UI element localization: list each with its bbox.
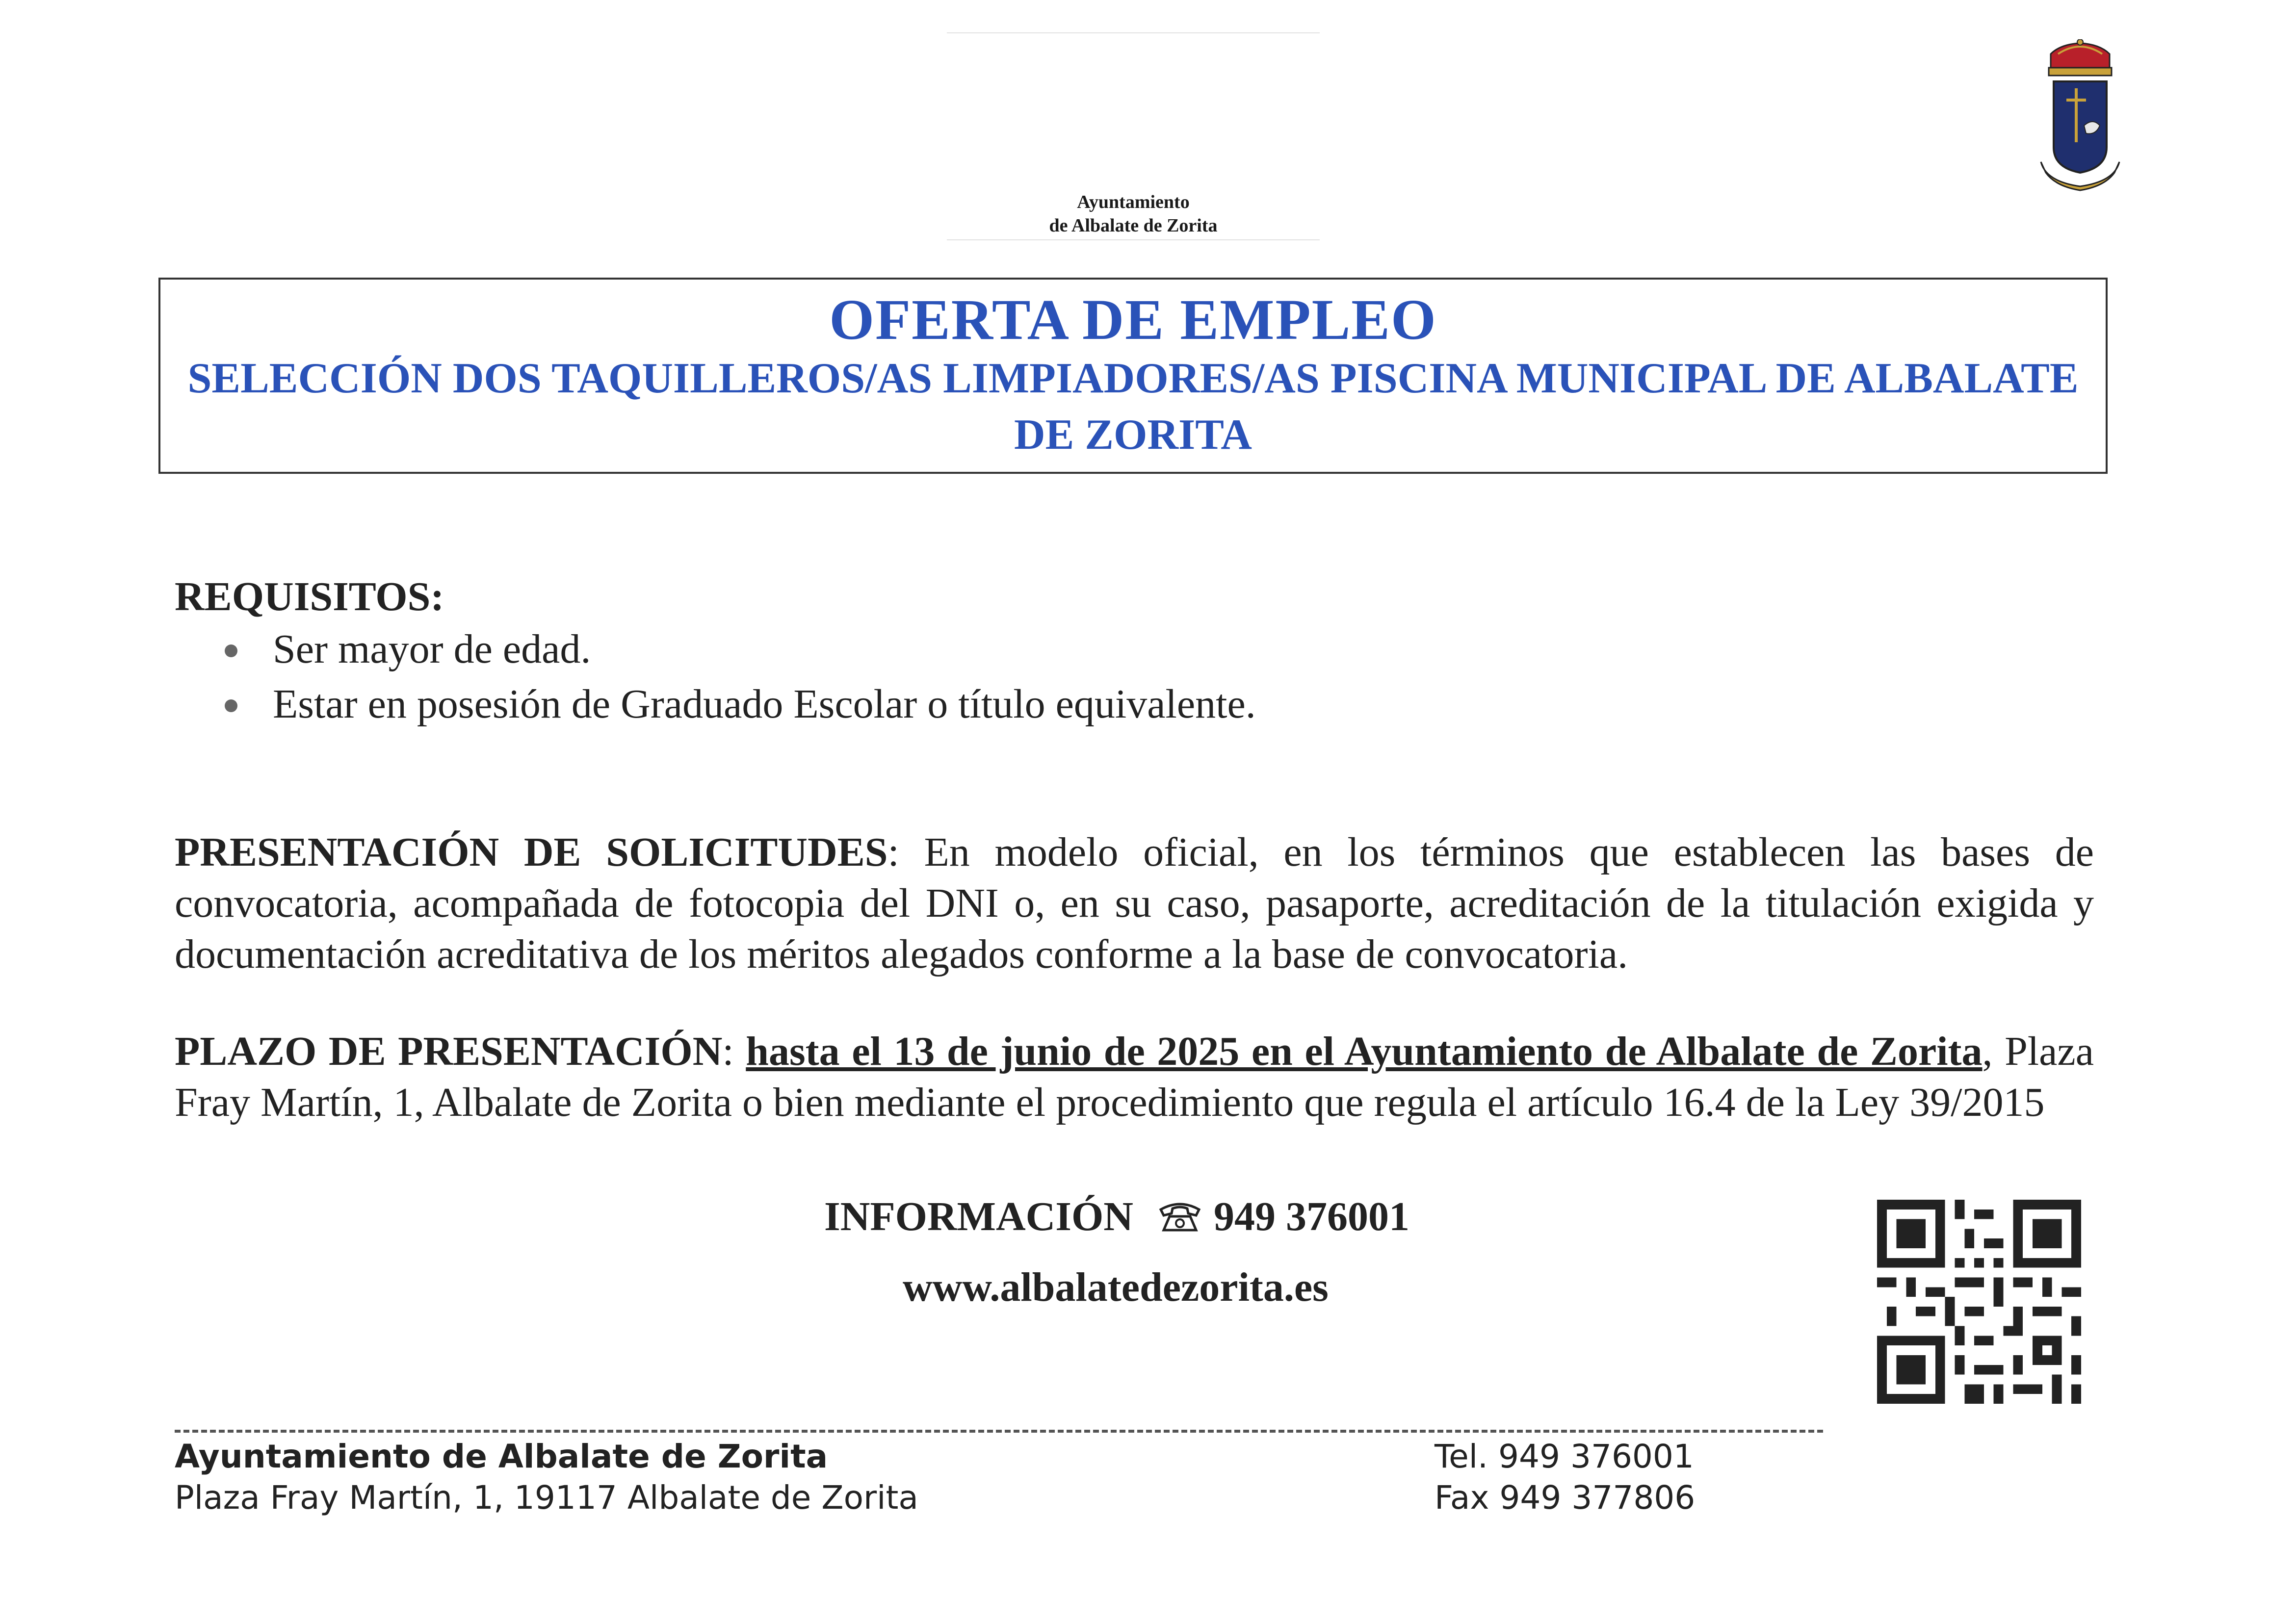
page-title: OFERTA DE EMPLEO (829, 287, 1437, 352)
solicitudes-paragraph (175, 827, 2094, 980)
footer-name: Ayuntamiento de Albalate de Zorita (175, 1438, 828, 1475)
footer-address: Plaza Fray Martín, 1, 19117 Albalate de Zorita (175, 1479, 918, 1517)
footer-tel: Tel. 949 376001 (1435, 1438, 1694, 1475)
logo-block (947, 32, 1320, 240)
title-box (158, 278, 2108, 474)
list-item (175, 677, 2088, 732)
plazo-heading: PLAZO DE PRESENTACIÓN (175, 1029, 723, 1074)
requisitos-list (175, 622, 2088, 732)
list-item (175, 622, 2088, 677)
info-line (824, 1193, 1409, 1240)
telephone-icon (1158, 1199, 1202, 1233)
coat-of-arms-icon (2031, 39, 2129, 196)
footer-divider (175, 1430, 1823, 1433)
solicitudes-text: : En modelo oficial, en los términos que establecen las bases de convocatoria, acompañada de fotocopia del DNI o, en su caso, pasaporte, acreditación de la titulación exigida y documentación acreditativa de los méritos alegados conforme a la base de convocatoria. (175, 829, 2094, 977)
plazo-deadline: hasta el 13 de junio de 2025 en el Ayuntamiento de Albalate de Zorita (746, 1029, 1983, 1074)
footer-fax: Fax 949 377806 (1435, 1479, 1696, 1517)
requisitos-heading: REQUISITOS: (175, 574, 444, 619)
solicitudes-heading: PRESENTACIÓN DE SOLICITUDES (175, 829, 888, 875)
bullet-icon (225, 699, 237, 712)
website-link[interactable]: www.albalatedezorita.es (903, 1264, 1329, 1310)
logo-line-ayuntamiento: Ayuntamiento (1077, 192, 1190, 212)
requisito-text: Ser mayor de edad. (273, 626, 591, 672)
info-phone: 949 376001 (1213, 1194, 1409, 1239)
page-subtitle: SELECCIÓN DOS TAQUILLEROS/AS LIMPIADORES/AS PISCINA MUNICIPAL DE ALBALATE DE ZORITA (187, 355, 2079, 459)
plazo-paragraph (175, 1026, 2094, 1128)
plazo-separator: : (722, 1029, 746, 1074)
info-label: INFORMACIÓN (824, 1194, 1133, 1239)
bullet-icon (225, 644, 237, 657)
logo-line-municipality: de Albalate de Zorita (1049, 215, 1218, 236)
plazo-text: , Plaza Fray Martín, 1, Albalate de Zorita o bien mediante el procedimiento que regula el artículo 16.4 de la Ley 39/2015 (175, 1029, 2094, 1125)
requisito-text: Estar en posesión de Graduado Escolar o título equivalente. (273, 681, 1256, 727)
qr-code-icon (1877, 1200, 2081, 1404)
